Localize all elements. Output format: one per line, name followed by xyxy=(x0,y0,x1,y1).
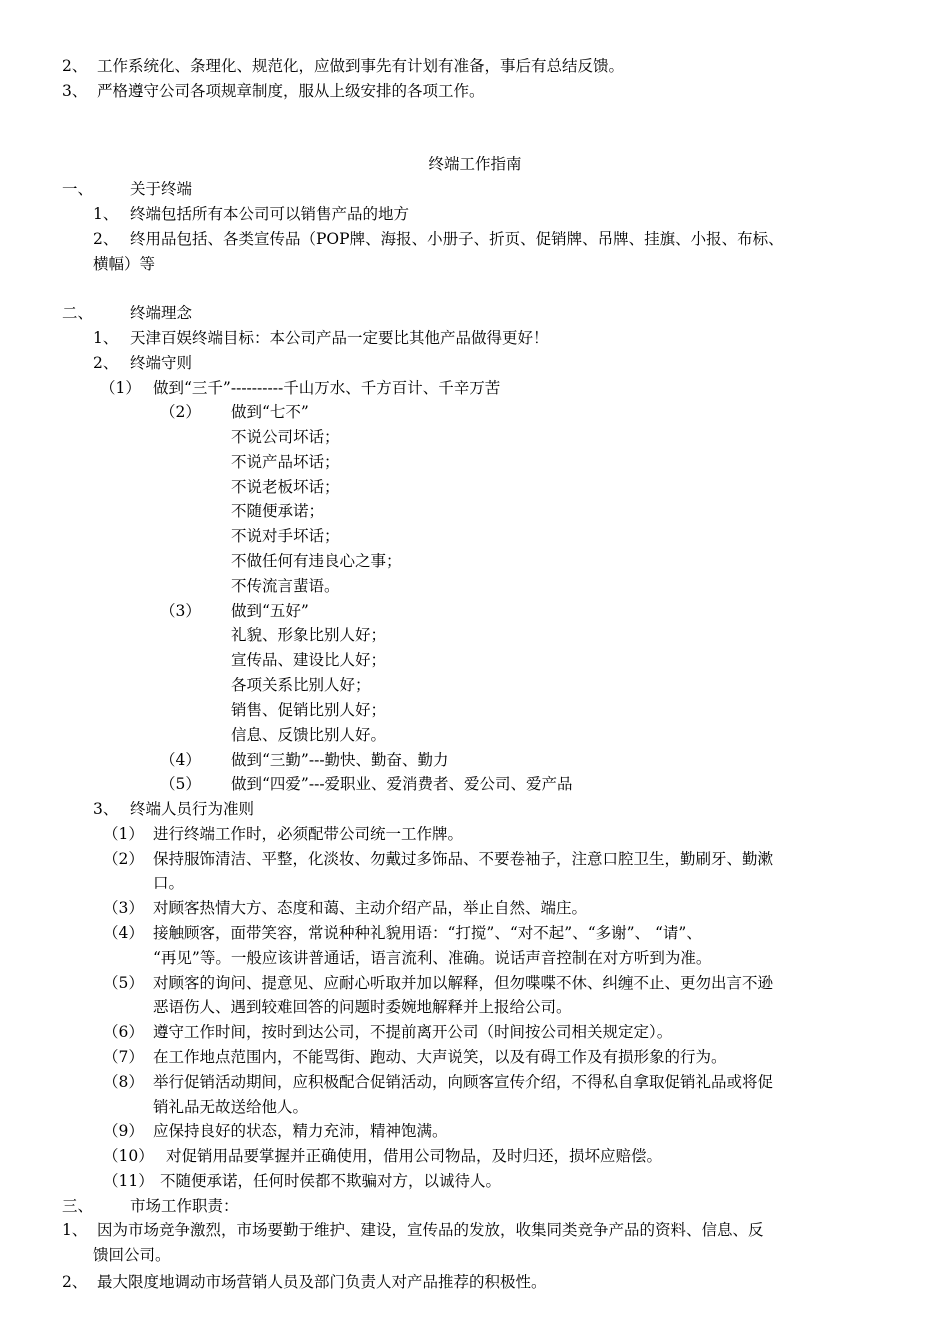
conduct-text: 对顾客的询问、提意见、应耐心听取并加以解释，但勿喋喋不休、纠缠不止、更勿出言不逊 xyxy=(153,974,774,992)
conduct-number: （8） xyxy=(103,1073,144,1091)
section-number: 一、 xyxy=(62,180,94,198)
rule-number: （5） xyxy=(160,775,201,793)
conduct-text: 不随便承诺，任何时侯都不欺骗对方，以诚待人。 xyxy=(160,1172,502,1190)
conduct-text: 恶语伤人、遇到较难回答的问题时委婉地解释并上报给公司。 xyxy=(153,998,572,1016)
rule-number: （4） xyxy=(160,751,201,769)
list-number: 2、 xyxy=(62,57,88,75)
conduct-text: 进行终端工作时，必须配带公司统一工作牌。 xyxy=(153,825,464,843)
conduct-number: （2） xyxy=(103,850,144,868)
conduct-number: （9） xyxy=(103,1122,144,1140)
conduct-text: 在工作地点范围内，不能骂街、跑动、大声说笑，以及有碍工作及有损形象的行为。 xyxy=(153,1048,727,1066)
conduct-text: 保持服饰清洁、平整，化淡妆、勿戴过多饰品、不要卷袖子，注意口腔卫生，勤刷牙、勤漱 xyxy=(153,850,774,868)
list-item-text: 天津百娱终端目标：本公司产品一定要比其他产品做得更好！ xyxy=(130,329,549,347)
list-item-text: 工作系统化、条理化、规范化，应做到事先有计划有准备，事后有总结反馈。 xyxy=(97,57,625,75)
list-item-text: 终用品包括、各类宣传品（POP牌、海报、小册子、折页、促销牌、吊牌、挂旗、小报、布标、 xyxy=(130,230,784,248)
rule-text: 做到“三千”----------千山万水、千方百计、千辛万苦 xyxy=(153,379,501,397)
rule-line: 礼貌、形象比别人好； xyxy=(231,626,387,644)
document-title: 终端工作指南 xyxy=(428,155,522,173)
rule-text: 做到“五好” xyxy=(231,602,309,620)
list-number: 1、 xyxy=(93,329,119,347)
rule-number: （3） xyxy=(160,602,201,620)
conduct-number: （5） xyxy=(103,974,144,992)
conduct-number: （11） xyxy=(103,1172,154,1190)
conduct-text: 遵守工作时间，按时到达公司，不提前离开公司（时间按公司相关规定定）。 xyxy=(153,1023,673,1041)
section-number: 三、 xyxy=(62,1197,94,1215)
list-number: 1、 xyxy=(93,205,119,223)
conduct-text: 接触顾客，面带笑容，常说种种礼貌用语：“打搅”、“对不起”、“多谢”、 “请”、 xyxy=(153,924,702,942)
conduct-text: “再见”等。一般应该讲普通话，语言流利、准确。说话声音控制在对方听到为准。 xyxy=(153,949,712,967)
rule-line: 不说老板坏话； xyxy=(231,478,340,496)
list-number: 2、 xyxy=(62,1273,88,1291)
rule-line: 不说对手坏话； xyxy=(231,527,340,545)
rule-text: 做到“七不” xyxy=(231,403,309,421)
list-number: 2、 xyxy=(93,230,119,248)
list-number: 3、 xyxy=(62,82,88,100)
rule-text: 做到“三勤”---勤快、勤奋、勤力 xyxy=(231,751,449,769)
conduct-number: （7） xyxy=(103,1048,144,1066)
list-number: 1、 xyxy=(62,1221,88,1239)
rule-number: （1） xyxy=(100,379,141,397)
rule-line: 不说产品坏话； xyxy=(231,453,340,471)
rule-line: 宣传品、建设比人好； xyxy=(231,651,387,669)
section-heading: 市场工作职责： xyxy=(130,1197,239,1215)
rule-number: （2） xyxy=(160,403,201,421)
rule-line: 不随便承诺； xyxy=(231,502,325,520)
rule-line: 信息、反馈比别人好。 xyxy=(231,726,387,744)
rule-line: 销售、促销比别人好； xyxy=(231,701,387,719)
conduct-text: 应保持良好的状态，精力充沛，精神饱满。 xyxy=(153,1122,448,1140)
list-item-text: 因为市场竞争激烈，市场要勤于维护、建设，宣传品的发放，收集同类竞争产品的资料、信息、反 xyxy=(97,1221,764,1239)
conduct-text: 对促销用品要掌握并正确使用，借用公司物品，及时归还，损坏应赔偿。 xyxy=(166,1147,663,1165)
list-item-continuation: 馈回公司。 xyxy=(93,1246,171,1264)
rule-line: 不说公司坏话； xyxy=(231,428,340,446)
list-item-continuation: 横幅）等 xyxy=(93,255,156,273)
conduct-number: （10） xyxy=(103,1147,154,1165)
conduct-text: 销礼品无故送给他人。 xyxy=(153,1098,309,1116)
rule-text: 做到“四爱”---爱职业、爱消费者、爱公司、爱产品 xyxy=(231,775,573,793)
rule-line: 不做任何有违良心之事； xyxy=(231,552,402,570)
rule-line: 各项关系比别人好； xyxy=(231,676,371,694)
list-number: 2、 xyxy=(93,354,119,372)
list-item-text: 严格遵守公司各项规章制度，服从上级安排的各项工作。 xyxy=(97,82,485,100)
rule-line: 不传流言蜚语。 xyxy=(231,577,340,595)
conduct-text: 口。 xyxy=(153,874,185,892)
conduct-number: （6） xyxy=(103,1023,144,1041)
list-item-text: 终端包括所有本公司可以销售产品的地方 xyxy=(130,205,410,223)
conduct-number: （4） xyxy=(103,924,144,942)
list-number: 3、 xyxy=(93,800,119,818)
section-heading: 关于终端 xyxy=(130,180,193,198)
list-item-text: 最大限度地调动市场营销人员及部门负责人对产品推荐的积极性。 xyxy=(97,1273,547,1291)
section-heading: 终端理念 xyxy=(130,304,193,322)
list-item-text: 终端守则 xyxy=(130,354,193,372)
section-number: 二、 xyxy=(62,304,94,322)
conduct-number: （1） xyxy=(103,825,144,843)
conduct-text: 对顾客热情大方、态度和蔼、主动介绍产品，举止自然、端庄。 xyxy=(153,899,588,917)
list-item-text: 终端人员行为准则 xyxy=(130,800,255,818)
conduct-number: （3） xyxy=(103,899,144,917)
conduct-text: 举行促销活动期间，应积极配合促销活动，向顾客宣传介绍，不得私自拿取促销礼品或将促 xyxy=(153,1073,774,1091)
